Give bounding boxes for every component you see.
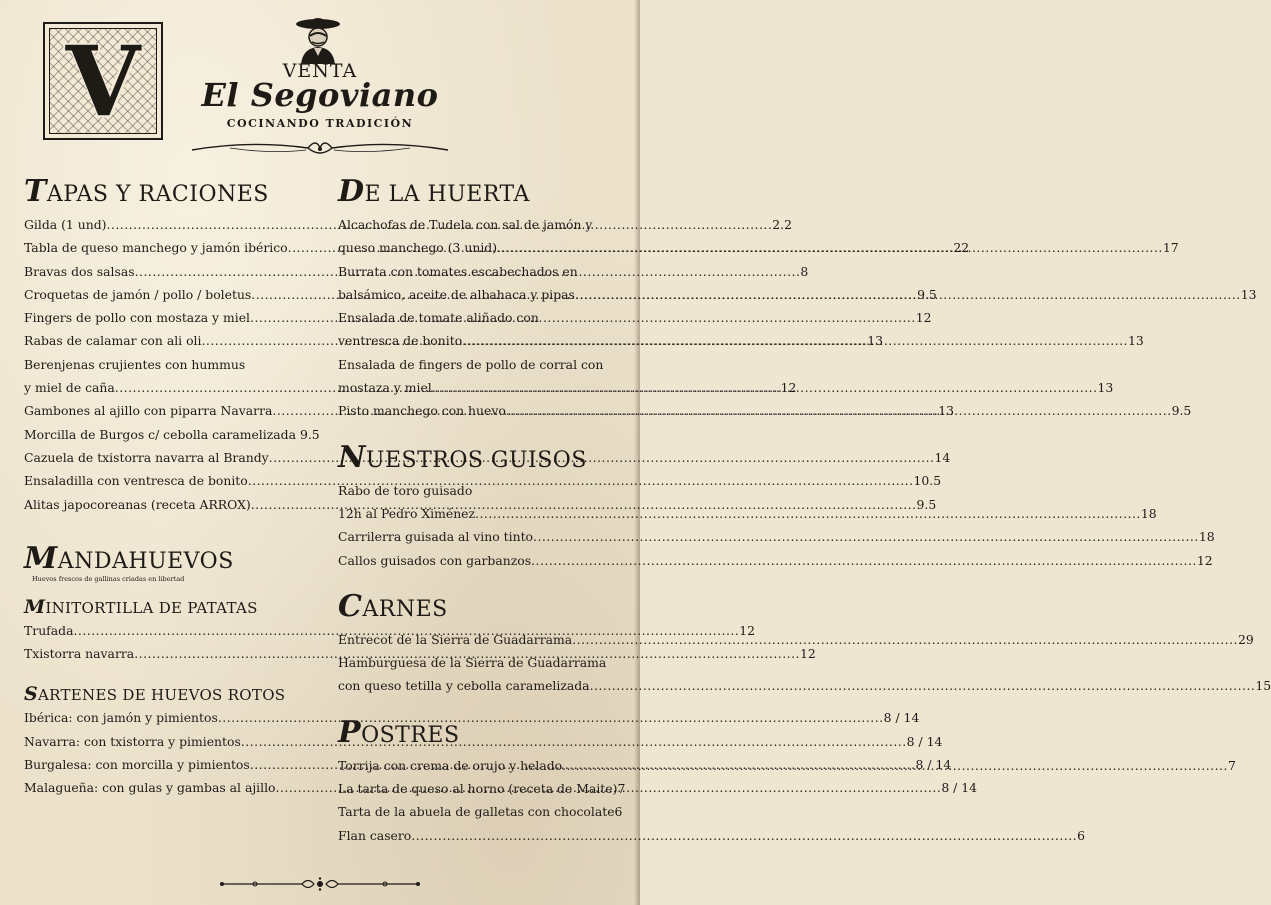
brand-prefix: VENTA	[282, 60, 358, 82]
menu-item: Gilda (1 und) ..... 2.2	[24, 213, 316, 236]
menu-item: Hamburguesa de la Sierra de Guadarrama con queso tetilla y cebolla caramelizada ..... 15	[338, 651, 620, 698]
subsection-title-sartenes: SARTENES DE HUEVOS ROTOS	[24, 683, 286, 706]
menu-item: Callos guisados con garbanzos ..... 12	[338, 549, 620, 572]
chef-hat-icon	[293, 14, 343, 64]
menu-item: Flan casero ..... 6	[338, 824, 620, 847]
monogram-logo	[43, 22, 163, 140]
menu-item: Ensalada de fingers de pollo de corral con mostaza y miel ..... 13	[338, 353, 620, 400]
menu-item: Malagueña: con gulas y gambas al ajillo ..... 8 / 14	[24, 776, 316, 799]
brand-name: El Segoviano	[201, 76, 439, 114]
menu-item: Tarta de la abuela de galletas con chocolate 6	[338, 804, 623, 820]
section-title-huerta: DE LA HUERTA	[338, 174, 530, 209]
brand-tagline: COCINANDO TRADICIÓN	[226, 117, 414, 130]
section-title-mandahuevos: MANDAHUEVOS	[24, 540, 234, 576]
footer-ornament	[220, 876, 420, 892]
menu-item: Gambones al ajillo con piparra Navarra ..... 13	[24, 399, 316, 422]
menu-item: Pisto manchego con huevo ..... 9.5	[338, 399, 620, 422]
menu-item: Morcilla de Burgos c/ cebolla caramelizada 9.5	[24, 426, 320, 442]
header-flourish	[190, 136, 450, 158]
menu-item: Trufada ..... 12	[24, 619, 316, 642]
menu-item: La tarta de queso al horno (receta de Maite) 7	[338, 781, 626, 797]
menu-item: Ensaladilla con ventresca de bonito ..... 10.5	[24, 469, 316, 492]
section-title-carnes: CARNES	[338, 588, 448, 624]
menu-item: Ensalada de tomate aliñado con ventresca de bonito ..... 13	[338, 306, 620, 353]
menu-item: Txistorra navarra ..... 12	[24, 642, 316, 665]
menu-item: Alitas japocoreanas (receta ARROX) ..... 9.5	[24, 493, 316, 516]
section-title-guisos: NUESTROS GUISOS	[338, 439, 587, 475]
section-title-tapas: TAPAS Y RACIONES	[24, 174, 269, 209]
menu-item: Entrecot de la Sierra de Guadarrama ..... 29	[338, 628, 620, 651]
menu-item: Rabo de toro guisado 12h al Pedro Ximénez ..... 18	[338, 479, 620, 526]
menu-item: Burrata con tomates escabechados en balsámico, aceite de albahaca y pipas ..... 13	[338, 260, 620, 307]
menu-item: Fingers de pollo con mostaza y miel ..... 12	[24, 306, 316, 329]
menu-item: Navarra: con txistorra y pimientos ..... 8 / 14	[24, 730, 316, 753]
menu-item: Alcachofas de Tudela con sal de jamón y queso manchego (3 unid) ..... 17	[338, 213, 620, 260]
menu-item: Ibérica: con jamón y pimientos ..... 8 / 14	[24, 706, 316, 729]
subsection-title-minitortilla: MINITORTILLA DE PATATAS	[24, 595, 258, 618]
monogram-ornament	[49, 24, 157, 138]
section-title-postres: POSTRES	[338, 714, 460, 750]
menu-item: Carrilerra guisada al vino tinto ..... 18	[338, 525, 620, 548]
menu-item: Croquetas de jamón / pollo / boletus ..... 9.5	[24, 283, 316, 306]
menu-item: Cazuela de txistorra navarra al Brandy ..... 14	[24, 446, 316, 469]
menu-item: Burgalesa: con morcilla y pimientos ..... 8 / 14	[24, 753, 316, 776]
menu-item: Torrija con crema de orujo y helado ..... 7	[338, 754, 620, 777]
monogram-letter: V	[65, 24, 141, 138]
menu-item: Berenjenas crujientes con hummus y miel de caña ..... 12	[24, 353, 316, 400]
menu-item: Bravas dos salsas ..... 8	[24, 260, 316, 283]
mandahuevos-note: Huevos frescos de gallinas criadas en libertad	[32, 574, 185, 583]
menu-item: Rabas de calamar con ali oli ..... 13	[24, 329, 316, 352]
menu-item: Tabla de queso manchego y jamón ibérico ..... 22	[24, 236, 316, 259]
